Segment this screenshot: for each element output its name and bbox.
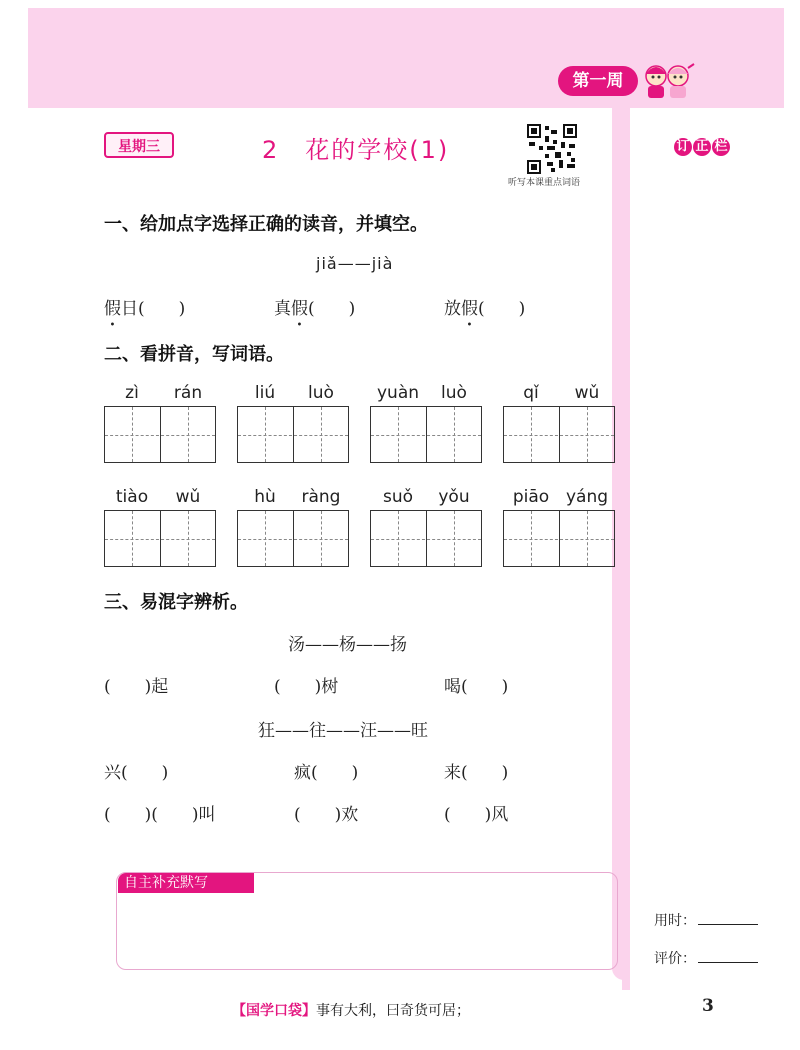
tianzige-box[interactable] [104,510,216,567]
pinyin-syllable: luò [308,383,334,403]
tianzige-box[interactable] [503,510,615,567]
group1-chars: 汤——杨——扬 [288,635,407,655]
tianzige-box[interactable] [237,510,349,567]
section1-pinyin: jiǎ——jià [316,254,394,273]
qr-caption: 听写本课重点词语 [508,178,581,188]
pinyin-syllable: yǒu [438,487,470,507]
pinyin-syllable: luò [441,383,467,403]
eval-label: 评价： [654,951,696,967]
group2-item: 疯( ) [294,763,359,783]
dictation-tag: 自主补充默写 [118,873,254,893]
s1-item [104,294,185,319]
correction-char: 订 [674,138,692,156]
dotted-char: 假 [291,299,308,319]
group2-item: ( )欢 [294,805,359,825]
dotted-char: 假 [104,299,121,319]
footer-brand: 【国学口袋】 [232,1003,316,1019]
footer-quote [232,1000,470,1020]
pinyin-syllable: zì [125,383,139,403]
correction-panel [630,108,785,990]
correction-label [674,138,731,156]
footer-text: 事有大利，曰奇货可居； [316,1003,470,1019]
kids-illustration-icon [640,62,696,100]
eval-line[interactable] [698,962,758,963]
pinyin-syllable: yáng [565,487,609,507]
group1-item: ( )树 [274,677,339,697]
time-label: 用时： [654,913,696,929]
s1-item-rest: 日( ) [121,299,186,319]
dotted-char: 假 [461,299,478,319]
group1-item: ( )起 [104,677,169,697]
section3-heading: 三、易混字辨析。 [104,592,248,613]
group2-item: 兴( ) [104,763,169,783]
tianzige-box[interactable] [370,510,482,567]
s1-item [444,294,525,319]
time-line[interactable] [698,924,758,925]
s1-item-rest: ( ) [478,299,526,319]
s1-item-rest: ( ) [308,299,356,319]
pinyin-syllable: qǐ [523,383,539,403]
tianzige-box[interactable] [370,406,482,463]
correction-char: 正 [693,138,711,156]
group1-item: 喝( ) [444,677,509,697]
section1-heading: 一、给加点字选择正确的读音，并填空。 [104,214,428,235]
pinyin-syllable: rán [173,383,203,403]
tianzige-box[interactable] [104,406,216,463]
s1-item-pre: 放 [444,299,461,319]
page-number: 3 [702,996,714,1016]
section2-heading: 二、看拼音，写词语。 [104,344,284,365]
pinyin-syllable: wǔ [175,487,201,507]
qr-code-icon[interactable] [527,124,577,174]
pinyin-syllable: suǒ [382,487,414,507]
tianzige-box[interactable] [237,406,349,463]
group2-item: 来( ) [444,763,509,783]
s1-item [274,294,355,319]
correction-char: 栏 [712,138,730,156]
pinyin-syllable: yuàn [376,383,420,403]
day-tag: 星期三 [104,132,174,158]
s1-item-pre: 真 [274,299,291,319]
lesson-title: 2 花的学校(1) [262,136,450,164]
group2-item: ( )风 [444,805,509,825]
pinyin-syllable: hù [254,487,276,507]
group2-chars: 狂——往——汪——旺 [258,721,428,741]
tianzige-box[interactable] [503,406,615,463]
week-badge: 第一周 [558,66,638,96]
group2-item: ( )( )叫 [104,805,216,825]
pinyin-syllable: wǔ [574,383,600,403]
pinyin-syllable: tiào [115,487,149,507]
pinyin-syllable: ràng [301,487,341,507]
pinyin-syllable: liú [254,383,276,403]
pinyin-syllable: piāo [512,487,550,507]
